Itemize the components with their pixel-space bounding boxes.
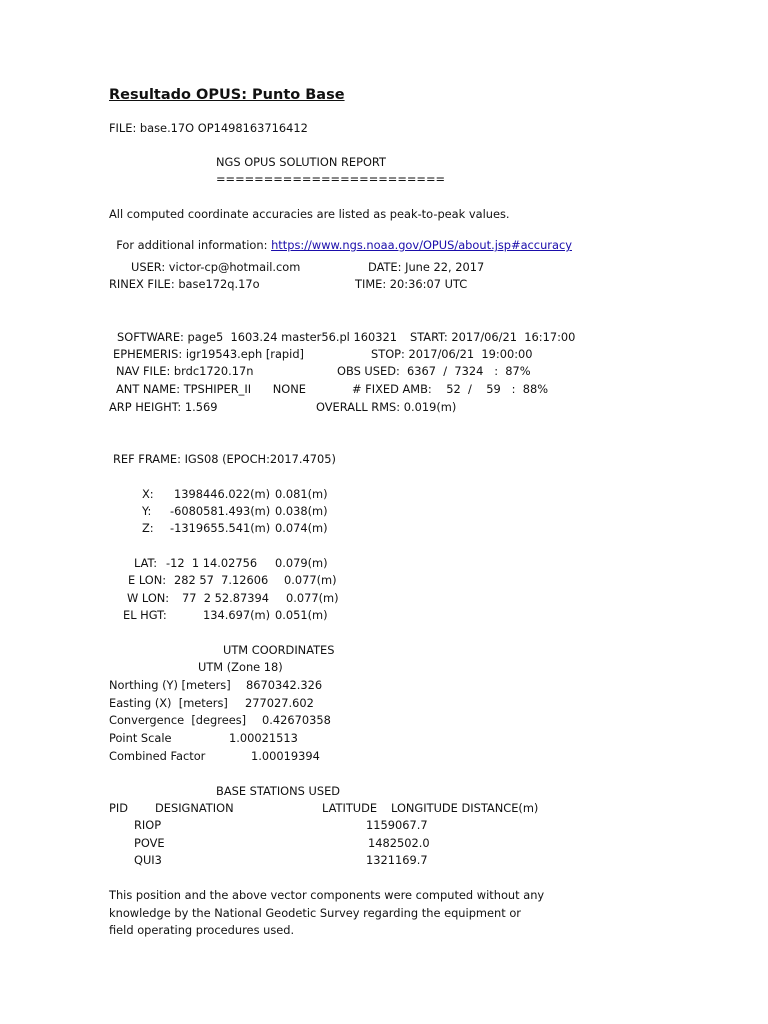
footer-line: field operating procedures used. bbox=[109, 923, 295, 937]
elhgt-label: EL HGT: bbox=[123, 608, 167, 622]
station-name: RIOP bbox=[134, 818, 162, 832]
xyz-x-acc: 0.081(m) bbox=[275, 487, 328, 501]
header-pid: PID bbox=[109, 801, 128, 815]
elon-value: 282 57 7.12606 bbox=[174, 573, 269, 587]
xyz-y-acc: 0.038(m) bbox=[275, 504, 328, 518]
utm-convergence-value: 0.42670358 bbox=[262, 713, 331, 727]
base-stations-title: BASE STATIONS USED bbox=[216, 784, 341, 798]
elhgt-value: 134.697(m) bbox=[203, 608, 271, 622]
utm-northing-value: 8670342.326 bbox=[246, 678, 323, 692]
xyz-y-label: Y: bbox=[142, 504, 152, 518]
utm-northing-label: Northing (Y) [meters] bbox=[109, 678, 231, 692]
lat-value: -12 1 14.02756 bbox=[166, 556, 258, 570]
report-rule: ======================== bbox=[216, 172, 446, 186]
station-name: QUI3 bbox=[134, 853, 162, 867]
start-field: START: 2017/06/21 16:17:00 bbox=[410, 330, 576, 344]
accuracy-note: All computed coordinate accuracies are listed as peak-to-peak values. bbox=[109, 207, 510, 221]
utm-zone: UTM (Zone 18) bbox=[198, 660, 283, 674]
header-longitude-distance: LONGITUDE DISTANCE(m) bbox=[391, 801, 539, 815]
station-distance: 1321169.7 bbox=[366, 853, 428, 867]
utm-easting-label: Easting (X) [meters] bbox=[109, 696, 228, 710]
utm-combined-factor-label: Combined Factor bbox=[109, 749, 206, 763]
utm-convergence-label: Convergence [degrees] bbox=[109, 713, 247, 727]
xyz-z-acc: 0.074(m) bbox=[275, 521, 328, 535]
station-distance: 1159067.7 bbox=[366, 818, 428, 832]
xyz-z-label: Z: bbox=[142, 521, 154, 535]
time-field: TIME: 20:36:07 UTC bbox=[355, 277, 468, 291]
file-line: FILE: base.17O OP1498163716412 bbox=[109, 121, 308, 135]
ephemeris-field: EPHEMERIS: igr19543.eph [rapid] bbox=[113, 347, 305, 361]
station-name: POVE bbox=[134, 836, 165, 850]
xyz-x-value: 1398446.022(m) bbox=[174, 487, 271, 501]
arp-height-field: ARP HEIGHT: 1.569 bbox=[109, 400, 218, 414]
lat-label: LAT: bbox=[134, 556, 158, 570]
xyz-z-value: -1319655.541(m) bbox=[170, 521, 271, 535]
header-latitude: LATITUDE bbox=[322, 801, 378, 815]
header-designation: DESIGNATION bbox=[155, 801, 234, 815]
ant-name-field: ANT NAME: TPSHIPER_II NONE bbox=[116, 382, 306, 396]
utm-easting-value: 277027.602 bbox=[245, 696, 314, 710]
info-line bbox=[109, 224, 572, 252]
rinex-field: RINEX FILE: base172q.17o bbox=[109, 277, 260, 291]
footer-line: This position and the above vector components were computed without any bbox=[109, 888, 545, 902]
utm-point-scale-value: 1.00021513 bbox=[229, 731, 298, 745]
elon-label: E LON: bbox=[128, 573, 167, 587]
utm-title: UTM COORDINATES bbox=[223, 643, 335, 657]
xyz-y-value: -6080581.493(m) bbox=[170, 504, 271, 518]
ref-frame-field: REF FRAME: IGS08 (EPOCH:2017.4705) bbox=[113, 452, 336, 466]
lat-acc: 0.079(m) bbox=[275, 556, 328, 570]
info-label: For additional information: bbox=[116, 238, 272, 252]
report-title: NGS OPUS SOLUTION REPORT bbox=[216, 155, 386, 169]
elon-acc: 0.077(m) bbox=[284, 573, 337, 587]
stop-field: STOP: 2017/06/21 19:00:00 bbox=[371, 347, 533, 361]
accuracy-link[interactable]: https://www.ngs.noaa.gov/OPUS/about.jsp#accuracy bbox=[271, 238, 572, 252]
obs-used-field: OBS USED: 6367 / 7324 : 87% bbox=[337, 364, 531, 378]
wlon-label: W LON: bbox=[127, 591, 170, 605]
overall-rms-field: OVERALL RMS: 0.019(m) bbox=[316, 400, 457, 414]
utm-combined-factor-value: 1.00019394 bbox=[251, 749, 320, 763]
wlon-value: 77 2 52.87394 bbox=[182, 591, 269, 605]
station-distance: 1482502.0 bbox=[368, 836, 430, 850]
date-field: DATE: June 22, 2017 bbox=[368, 260, 485, 274]
utm-point-scale-label: Point Scale bbox=[109, 731, 172, 745]
software-field: SOFTWARE: page5 1603.24 master56.pl 160321 bbox=[117, 330, 397, 344]
fixed-amb-field: # FIXED AMB: 52 / 59 : 88% bbox=[352, 382, 549, 396]
wlon-acc: 0.077(m) bbox=[286, 591, 339, 605]
page-title: Resultado OPUS: Punto Base bbox=[109, 87, 345, 103]
xyz-x-label: X: bbox=[142, 487, 154, 501]
footer-line: knowledge by the National Geodetic Survey regarding the equipment or bbox=[109, 906, 521, 920]
nav-file-field: NAV FILE: brdc1720.17n bbox=[116, 364, 254, 378]
elhgt-acc: 0.051(m) bbox=[275, 608, 328, 622]
user-field: USER: victor-cp@hotmail.com bbox=[131, 260, 301, 274]
